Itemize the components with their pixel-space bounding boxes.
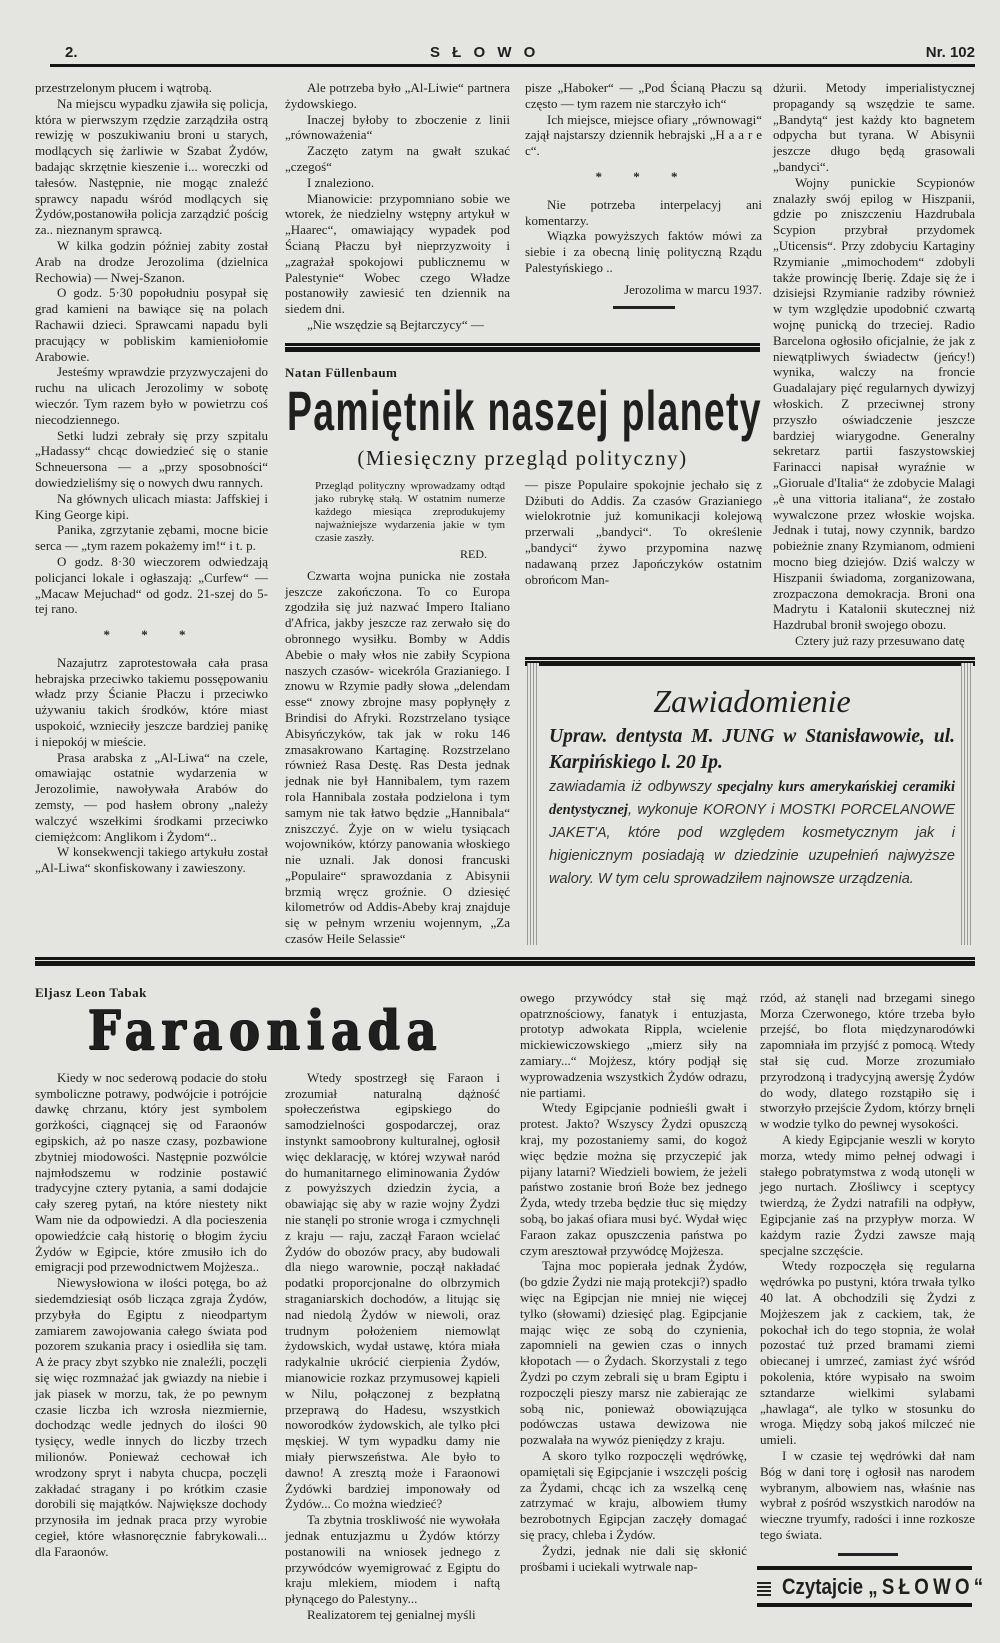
article-text — [520, 990, 747, 1574]
paragraph: — pisze Populaire spokojnie jechało się z Dżibuti do Addis. Za czasów Grazianiego wielokrotnie już komunikacji kolejową przerwali „bandyci“. To określenie „bandyci“ żywo przypomina nazwę nadawaną przez Japończyków ostatnim obrońcom Man- — [525, 476, 762, 587]
paragraph: I znaleziono. — [307, 174, 375, 190]
paragraph: dżurii. Metody imperialistycznej propagandy są wszędzie te same. „Bandytą“ jest każdy kto bagnetem odpycha but tyrana. W Abisynii jeszcze długo będą grasowali „bandyci“. — [773, 80, 975, 174]
paragraph: rzód, aż stanęli nad brzegami sinego Morza Czerwonego, które trzeba było przejść, bo flota międzynarodówki zapomniała im przyjść z pomocą. Wtedy stał się cud. Morze zrozumiało przyrodzoną i tradycyjną awersję Żydów do wody, dlatego rozstąpiło się i stworzyło przejście Żydom, którzy brnęli w wodzie tylko do pewnej wysokości. — [760, 989, 975, 1132]
page-number: 2. — [65, 44, 78, 61]
end-rule — [613, 306, 675, 309]
promo-rule-top — [757, 1566, 972, 1570]
article-text — [525, 477, 762, 588]
paragraph: Wtedy rozpoczęła się regularna wędrówka po pustyni, która trwała tylko 40 lat. A obchodzili się Żydzi z Mojżeszem jak z cackiem, tak, że pokochał ich do tego stopnia, że wolał pozostać tuż przed bramami ziemi obiecanej i umrzeć, zamiast żyć wśród pokolenia, które wypisało na swoim sztandarze wielkimi sylabami „hawlaga“, ale tylko w stosunku do wroga. Między sobą jakoś milczeć nie umieli. — [760, 1258, 975, 1448]
article-text — [285, 1070, 500, 1623]
column-top-3 — [525, 80, 762, 309]
ad-border — [527, 663, 539, 945]
ad-body-text: zawiadamia iż odbywszy — [549, 778, 718, 795]
article-title: Faraoniada — [88, 997, 444, 1062]
paragraph: A kiedy Egipcjanie weszli w koryto morza, wtedy mimo pełnej odwagi i stałego pobratymstwa z wodą utonęli w jego nurtach. Złośliwcy i sceptycy twierdzą, że Żydzi natrafili na odpływ, Egipcjanie zaś na przypływ morza. W każdym razie Żydzi zawsze mają specjalne szczęście. — [760, 1132, 975, 1258]
paragraph: Mianowicie: przypomniano sobie we wtorek, że niedzielny wstępny artykuł w „Haarec“, omawiający wypadek pod Ścianą Płaczu był nieprzyzwoity i „zagrażał spokojowi publicznemu w Palestynie“ Wobec czego Władze postanowiły zawiesić ten dziennik na siedem dni. — [285, 190, 510, 317]
article-text — [285, 568, 510, 947]
article-column-b — [525, 477, 762, 588]
paragraph: Setki ludzi zebrały się przy szpitalu „Hadassy“ chcąc dowiedzieć się o stanie Schneuersona — a „przy sposobności“ dowiedzieliśmy się o nowych dwu rannych. — [35, 427, 268, 490]
paragraph: O godz. 8·30 wieczorem odwiedzają policjanci lokale i ogłaszają: „Curfew“ — „Macaw Mejuchad“ od godz. 21-szej do 5-tej rano. — [35, 553, 268, 617]
promo-title: „SŁOWO“ — [868, 1573, 988, 1599]
masthead: S Ł O W O — [430, 44, 540, 61]
paragraph: Wtedy spostrzegł się Faraon i zrozumiał naturalną dążność społeczeństwa egipskiego do samodzielności gospodarczej, oraz instynkt samoobrony kulturalnej, ogłosił więc deklarację, w której wzywał naród do humanitarnego eliminowania Żydów z powyższych dziedzin życia, a obawiając się aby w razie wojny Żydzi nie stanęli po stronie wroga i czmychnęli z kraju — raju, zaczął Faraon wcielać Żydów do obozów pracy, aby budowali dla niego warownie, począł nakładać podatki proporcjonalne do olbrzymich straganiarskich dochodów, a litując się nad niedolą Żydów w niewoli, oraz trudnym położeniem niemowląt żydowskich, wydał ustawę, która miała radykalnie ukrócić cierpienia Żydów, mianowicie rozkaz przymusowej kąpieli w Nilu, połączonej z bezpłatną przeprawą do Hadesu, wszystkich noworodków żydowskich, ale tylko płci męskiej. W tym wypadku damy nie miały pierwszeństwa. Ale było to dawno! A zresztą może i Faraonowi Żydówki bardziej imponowały od Żydów... Co można wiedzieć? — [285, 1069, 500, 1512]
faraoniada-column-4 — [760, 990, 975, 1556]
article-text — [525, 80, 762, 159]
faraoniada-column-2 — [285, 1070, 500, 1623]
paragraph: Wtedy Egipcjanie podnieśli gwałt i protest. Jakto? Wszyscy Żydzi opuszczą kraj, my pozostaniemy sami, do kogoż więc będzie można się przyczepić jak pijany latarni? Wiedzieli bowiem, że jeżeli państwo zostanie broń Boże bez jednego Żyda, wtedy trzeba będzie tłuc się między sobą, bo jakaś ofiara musi być. Wydał więc Faraon zakaz opuszczenia państwa po czym aresztował przywódcę Mojżesza. — [520, 1100, 747, 1258]
column-top-4 — [773, 80, 975, 649]
article-text — [35, 655, 268, 876]
paragraph: Ich miejsce, miejsce ofiary „równowagi“ zajął najstarszy dziennik hebrajski „H a a r e c“. — [525, 111, 762, 159]
paragraph: W konsekwencji takiego artykułu został „Al-Liwa“ skonfiskowany i zawieszony. — [35, 844, 268, 876]
article-author: Natan Füllenbaum — [285, 364, 398, 380]
editorial-note: Przegląd polityczny wprowadzamy odtąd jako rubrykę stałą. W ostatnim numerze każdego miesiąca zreprodukujemy najważniejsze wydarzenia jakie w tym czasie zaszły. — [315, 479, 505, 544]
article-author: Eljasz Leon Tabak — [35, 984, 147, 1000]
paragraph: Realizatorem tej genialnej myśli — [307, 1606, 476, 1622]
section-rule — [285, 343, 760, 352]
dateline: Jerozolima w marcu 1937. — [624, 281, 762, 297]
paragraph: Wojny punickie Scypionów znalazły swój epilog w Hiszpanii, gdzie po zniszczeniu Hazdrubala Scypion przybrał przydomek „Uticensis“. Przy zdobyciu Kartaginy Rzymianie „mimochodem“ zdobyli także prowincję Iberię. Zdaje się że i dzisiejsi Rzymianie radziby również w tym względzie upodobnić czwartą wojnę punicką do trzeciej. Radio Barcelona ogłosiło oficjalnie, że jak z niewątpliwych świadectw (jeńcy!) wynika, walczy na froncie Guadalajary pięć regularnych dywizyj włoskich. Z przeciwnej strony przyszło oświadczenie jeszcze bardziej wiarygodne. Generalny sekretarz partii faszystowskiej Farinacci napisał wyraźnie w „Gioruale d'Italia“ że zdobycie Malagi „è una vittoria italiana“, że zostało wywalczone przez włoskie wojska. Jednak i tutaj, nowy czynnik, bardzo pobieżnie znany Rzymianom, odmieni mocno bieg dziejów. Dziś walczy w Hiszpanii świadoma, zorganizowana, zrozpaczona demokracja. Broni ona Madrytu i Katalonii skutecznej niż Hazdrubal bronił swojego obozu. — [773, 174, 975, 633]
paragraph: W kilka godzin później zabity został Arab na drodze Jerozolima (dzielnica Rechowia) — Nwej-Szanon. — [35, 237, 268, 285]
paragraph: przestrzelonym płucem i wątrobą. — [35, 80, 212, 95]
ad-body — [549, 776, 955, 891]
article-column-a — [285, 568, 510, 947]
paragraph: Inaczej byłoby to zboczenie z linii „równoważenia“ — [285, 111, 510, 143]
ornament-icon — [757, 1580, 771, 1596]
faraoniada-column-3 — [520, 990, 747, 1574]
article-text — [285, 80, 510, 333]
paragraph: Cztery już razy przesuwano datę — [795, 632, 965, 648]
section-stars: * * * — [595, 168, 692, 184]
ad-title: Zawiadomienie — [653, 682, 851, 719]
dentist-advertisement — [539, 663, 961, 945]
paragraph: Ta zbytnia troskliwość nie wywołała jednak entuzjazmu u Żydów którzy postanowili na wniosek jednego z przywódców wyemigrować z Egiptu do kraju mlekiem, miodem i naftą płynącego do Palestyny... — [285, 1512, 500, 1607]
article-text — [35, 1070, 267, 1560]
paragraph: Żydzi, jednak nie dali się skłonić prośbami i uciekali wytrwale nap- — [520, 1542, 747, 1574]
promo-label: Czytajcie — [782, 1573, 864, 1599]
article-text — [773, 80, 975, 649]
section-stars: * * * — [103, 627, 200, 643]
paragraph: Prasa arabska z „Al-Liwa“ na czele, omawiając ostatnie wydarzenia w Jerozolimie, nawoływała Arabów do zemsty, — pod hasłem obrony „należy walczyć wszełkimi środkami przeciwko ciemiężcom: Anglikom i Żydom“.. — [35, 749, 268, 844]
paragraph: Nie potrzeba interpelacyj ani komentarzy. — [525, 196, 762, 228]
ad-body-text: , wykonuje KORONY i MOSTKI PORCELANOWE JAKET'A, które pod względem kosmetycznym jak i higienicznym posiadają w dziedzinie uzupełnień najwyższe walory. W tym celu sprowadziłem najnowsze urządzenia. — [549, 801, 955, 887]
paragraph: Zaczęto zatym na gwałt szukać „czegoś“ — [285, 143, 510, 174]
column-top-1 — [35, 80, 268, 876]
paragraph: Tajna moc popierała jednak Żydów, (bo gdzie Żydzi nie mają protekcji?) spadło więc na Egipcjan nie mniej nie więcej tylko (słowami) dziesięć plag. Egipcjanie mając więc ze sobą do czynienia, zapomnieli na gewien czas o innych kłopotach — o Żydach. Skorzystali z tego Żydzi po czym zebrali się u bram Egiptu i rozpoczęli pieszy marsz nie zabierając ze sobą nic, ponieważ obowiązująca podówczas ustawa dewizowa nie pozwalała na wywóz pieniędzy z kraju. — [520, 1258, 747, 1448]
ad-heading: Upraw. dentysta M. JUNG w Stanisławowie, ul. Karpińskiego l. 20 Ip. — [549, 725, 955, 773]
paragraph: Czwarta wojna punicka nie została jeszcze zakończona. To co Europa zgodziła się już nazwać Impero Italiano d'Africa, jakby jeszcze raz zerwało się do obronnego wysiłku. Bomby w Addis Abebie o mały włos nie zabiły Scypiona naszych czasów- wicekróla Grazianiego. I znowu w Rzymie padły słowa „delendam esse“ znowy zbrojne masy popłynęły z Brindisi do Afryki. Rozstrzelano tysiące Abisyńczyków, tak jak w roku 146 zmasakrowano Kartaginę. Rozstrzelano również Rasa Destę. Ras Desta jednak jednak nie był Hannibalem, tym razem rola Hannibala została podzielona i tym samym nie tak łatwo będzie „Hannibala“ zniszczyć. Żyje on w wielu tysiącach wojowników, którzy panowania włoskiego nie uznali. Jak donosi francuski „Populaire“ sprawozdania z Abisynii brzmią wręcz groźnie. O dziesięć kilometrów od Addis-Abeby kraj znajduje się w pełnym wrzeniu wojennym, „Za czasów Heile Selassie“ — [285, 567, 510, 947]
article-text — [760, 990, 975, 1543]
paragraph: Niewysłowiona w ilości potęga, bo aż siedemdziesiąt osób licząca zgraja Żydów, przybyła do Egiptu z nieodpartym zamiarem zawojowania całego świata pod pozorem szukania pracy i osiedliła się tam. A że pracy zbyt szybko nie znaleźli, poczęli się więc rozmnażać jak gwiazdy na niebie i jak piasek w morzu, tak, że po pewnym czasie liczba ich wzrosła niezmiernie, dochodząc wedle jednych do ilości 90 tysięcy, wedle innych do liczby trzech milionów. Ponieważ cechował ich wrodzony spryt i nabyta chucpa, poczęli zakładać stragany i po krótkim czasie dorobili się majątków. Największe dochody przynosiła im jednak praca przy wyrobie cegieł, które własnoręcznie fabrykowali... dla Faraonów. — [35, 1275, 267, 1559]
promo-rule-bottom — [757, 1603, 972, 1607]
paragraph: O godz. 5·30 popołudniu posypał się grad kamieni na bawiące się na polach Rachawii dzieci. Sprawcami napadu byli pracujący w pobliskim kamieniołomie Arabowie. — [35, 285, 268, 364]
paragraph: Wiązka powyższych faktów mówi za siebie i za obecną linię polityczną Rządu Palestyńskiego .. — [525, 228, 762, 275]
header-rule — [50, 64, 975, 67]
paragraph: Jesteśmy wprawdzie przyzwyczajeni do ruchu na ulicach Jerozolimy w sobotę wieczór. Tym razem było w powietrzu coś niecodziennego. — [35, 364, 268, 427]
article-subtitle: (Miesięczny przegląd polityczny) — [357, 445, 688, 470]
paragraph: „Nie wszędzie są Bejtarczycy“ — — [307, 316, 484, 332]
paragraph: Ale potrzeba było „Al-Liwie“ partnera żydowskiego. — [285, 80, 510, 111]
paragraph: Nazajutrz zaprotestowała cała prasa hebrajska przeciwko takiemu possępowaniu władz przy Ścianie Płaczu i przeciwko używaniu takich środków, które miast uspokoić, wzniecіły jeszcze bardziej panikę i niepokój w mieście. — [35, 654, 268, 749]
section-rule — [35, 957, 975, 966]
article-text — [35, 80, 268, 617]
issue-number: Nr. 102 — [925, 44, 975, 61]
paragraph: Panika, zgrzytanie zębami, mocne bicie serca — „tym razem pokażemy im!“ i t. p. — [35, 522, 268, 554]
end-rule — [838, 1553, 898, 1556]
paragraph: A skoro tylko rozpoczęli wędrówkę, opamiętali się Egipcjanie i wszczęli pościg za Żydami, chcąc ich za wszelką cenę zatrzymać w kraju, albowiem tłumy bezrobotnych Egipcjan zaczęły domagać się pracy, chleba i Żydów. — [520, 1447, 747, 1542]
column-top-2 — [285, 80, 510, 333]
faraoniada-column-1 — [35, 1070, 267, 1560]
ad-border — [961, 663, 973, 945]
paragraph: owego przywódcy stał się mąż opatrznościowy, fanatyk i entuzjasta, prototyp adwokata Rippla, wcielenie mickiewiczowskiego „mierz siły na zamiary...“ Mojżesz, który podjął się wyprowadzenia wszystkich Żydów odrazu, nie partiami. — [520, 989, 747, 1100]
paragraph: I w czasie tej wędrówki dał nam Bóg w dani torę i ogłosił nas narodem wybranym, albowiem nas, właśnie nas wybrał z pośród wszystkich narodów na wieczne tryumfy, radości i inne rozkosze tego świata. — [760, 1447, 975, 1542]
article-text — [525, 197, 762, 276]
promo-text — [782, 1574, 987, 1600]
ad-body-emphasis: specjalny kurs amerykańskiej ceramiki dentystycznej — [549, 778, 955, 818]
paragraph: Na głównych ulicach miasta: Jaffskiej i King George kipi. — [35, 490, 268, 522]
paragraph: Na miejscu wypadku zjawiła się policja, która w pierwszym rzędzie zarządziła ostrą rewizję w poszukiwaniu broni u starych, modlących się żarliwie w Szabat Żydów, badając skrzętnie kieszenie i... woreczki od tałesów. Następnie, nie mogąc znaleźć sprawcy napadu wśród modlących się Żydów,postanowiła policja zarządzić pościg za.. nieznanym sprawcą. — [35, 95, 268, 238]
article-title: Pamiętnik naszej planety — [287, 378, 762, 442]
paragraph: Kiedy w noc sederową podacie do stołu symboliczne potrawy, podwójcie i potrójcie dawkę chrzanu, który jest symbolem gorżkości, ciągnącej się od Faraonów egipskich, aż po nasze czasy, pozbawione zbytniej miodowości. Następnie pozwólcie najmłodszemu w rodzinie postawić tradycyjne cztery pytania, a sami dodajcie cały szereg pytań, na które niestety nikt Wam nie da odpowiedzi. A dla pocieszenia opowiedźcie całą historię o błogim życiu Żydów w Egipcie, które zmusiło ich do emigracji pod przewodnictwem Mojżesza.. — [35, 1069, 267, 1275]
paragraph: pisze „Haboker“ — „Pod Ścianą Płaczu są często — tym razem nie starczyło ich“ — [525, 80, 762, 111]
editorial-signature: RED. — [460, 546, 487, 561]
